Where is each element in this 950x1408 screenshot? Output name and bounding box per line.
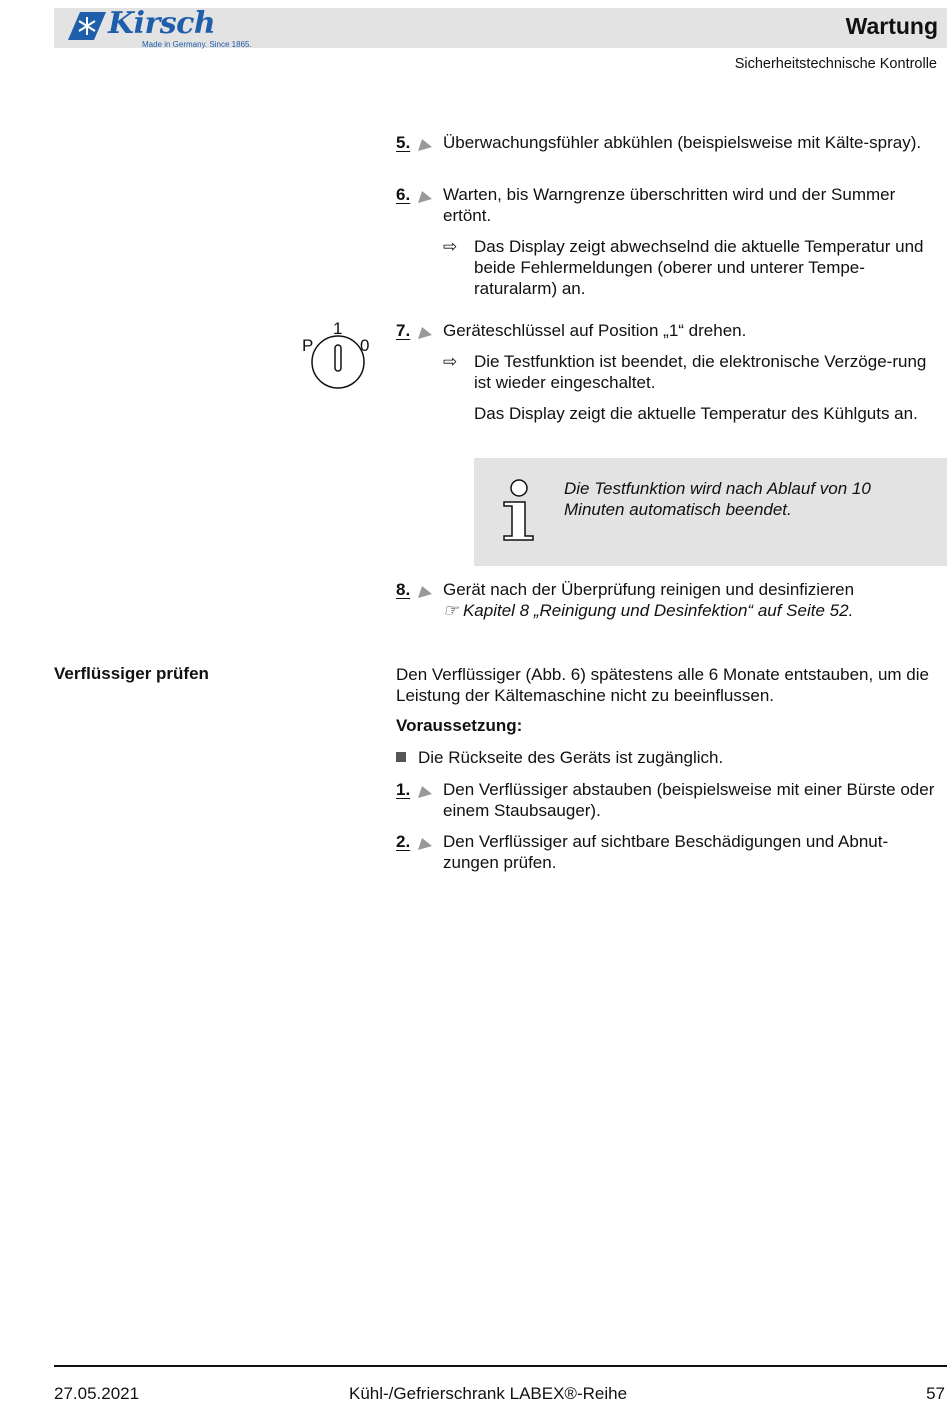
keyswitch-label-1: 1 (333, 319, 343, 338)
step-7-result (443, 351, 938, 393)
condenser-step-2 (396, 831, 936, 873)
chapter-title: Wartung (845, 13, 938, 39)
keyswitch-label-0: 0 (360, 336, 370, 355)
step-6 (396, 184, 936, 226)
result-arrow-icon: ⇨ (443, 352, 458, 371)
step-number: 5. (396, 133, 411, 152)
step-number: 8. (396, 580, 411, 599)
crossref-link[interactable]: ☞ Kapitel 8 „Reinigung und Desinfektion“ auf Seite 52. (443, 601, 854, 620)
step-5 (396, 132, 936, 153)
condenser-intro: Den Verflüssiger (Abb. 6) spätestens alle 6 Monate entstauben, um die Leistung der Kältemaschine nicht zu beeinflussen. (396, 665, 929, 705)
keyswitch-label-p: P (302, 336, 314, 355)
step-number: 2. (396, 832, 411, 851)
brand-name: Kirsch (108, 6, 216, 41)
step-text: Überwachungsfühler abkühlen (beispielsweise mit Kälte-spray). (443, 133, 922, 152)
crossref-hand-icon: ☞ (443, 601, 463, 620)
page-number: 57 (926, 1384, 945, 1403)
condenser-step-1 (396, 779, 936, 821)
precondition-label: Voraussetzung: (396, 716, 523, 735)
step-text: Geräteschlüssel auf Position „1“ drehen. (443, 321, 747, 340)
precondition-text: Die Rückseite des Geräts ist zugänglich. (418, 748, 724, 767)
step-8 (396, 579, 936, 621)
step-number: 7. (396, 321, 411, 340)
step-arrow-icon (418, 786, 432, 798)
result-text: Das Display zeigt abwechselnd die aktuelle Temperatur und beide Fehlermeldungen (oberer und unterer Tempe-raturalarm) an. (474, 237, 924, 298)
section-subtitle: Sicherheitstechnische Kontrolle (734, 56, 937, 72)
step-arrow-icon (418, 327, 432, 339)
step-arrow-icon (418, 139, 432, 151)
footer-divider (54, 1365, 947, 1367)
bullet-square-icon (396, 752, 406, 762)
step-text: Warten, bis Warngrenze überschritten wird und der Summer ertönt. (443, 185, 896, 225)
result-text: Die Testfunktion ist beendet, die elektronische Verzöge-rung ist wieder eingeschaltet. (474, 352, 927, 392)
crossref-text: Kapitel 8 „Reinigung und Desinfektion“ auf Seite 52 (462, 601, 849, 620)
brand-tagline: Made in Germany. Since 1865. (142, 40, 252, 49)
info-text: Die Testfunktion wird nach Ablauf von 10 Minuten automatisch beendet. (564, 479, 871, 519)
precondition-item (396, 748, 723, 768)
step-text: Gerät nach der Überprüfung reinigen und desinfizieren (443, 580, 855, 599)
step-text: Den Verflüssiger auf sichtbare Beschädigungen und Abnut-zungen prüfen. (443, 832, 889, 872)
step-arrow-icon (418, 191, 432, 203)
step-arrow-icon (418, 838, 432, 850)
keyswitch-illustration (300, 318, 380, 398)
step-7-note: Das Display zeigt die aktuelle Temperatur des Kühlguts an. (474, 404, 918, 423)
step-text: Den Verflüssiger abstauben (beispielsweise mit einer Bürste oder einem Staubsauger). (443, 780, 935, 820)
step-arrow-icon (418, 586, 432, 598)
footer-date: 27.05.2021 (54, 1384, 140, 1403)
footer-product: Kühl-/Gefrierschrank LABEX®-Reihe (349, 1384, 628, 1403)
info-icon (500, 478, 538, 542)
result-arrow-icon: ⇨ (443, 237, 458, 256)
snowflake-logo-icon (64, 8, 110, 44)
step-number: 6. (396, 185, 411, 204)
step-7 (396, 320, 936, 341)
step-6-result (443, 236, 938, 299)
section-title: Verflüssiger prüfen (54, 664, 209, 683)
step-number: 1. (396, 780, 411, 799)
